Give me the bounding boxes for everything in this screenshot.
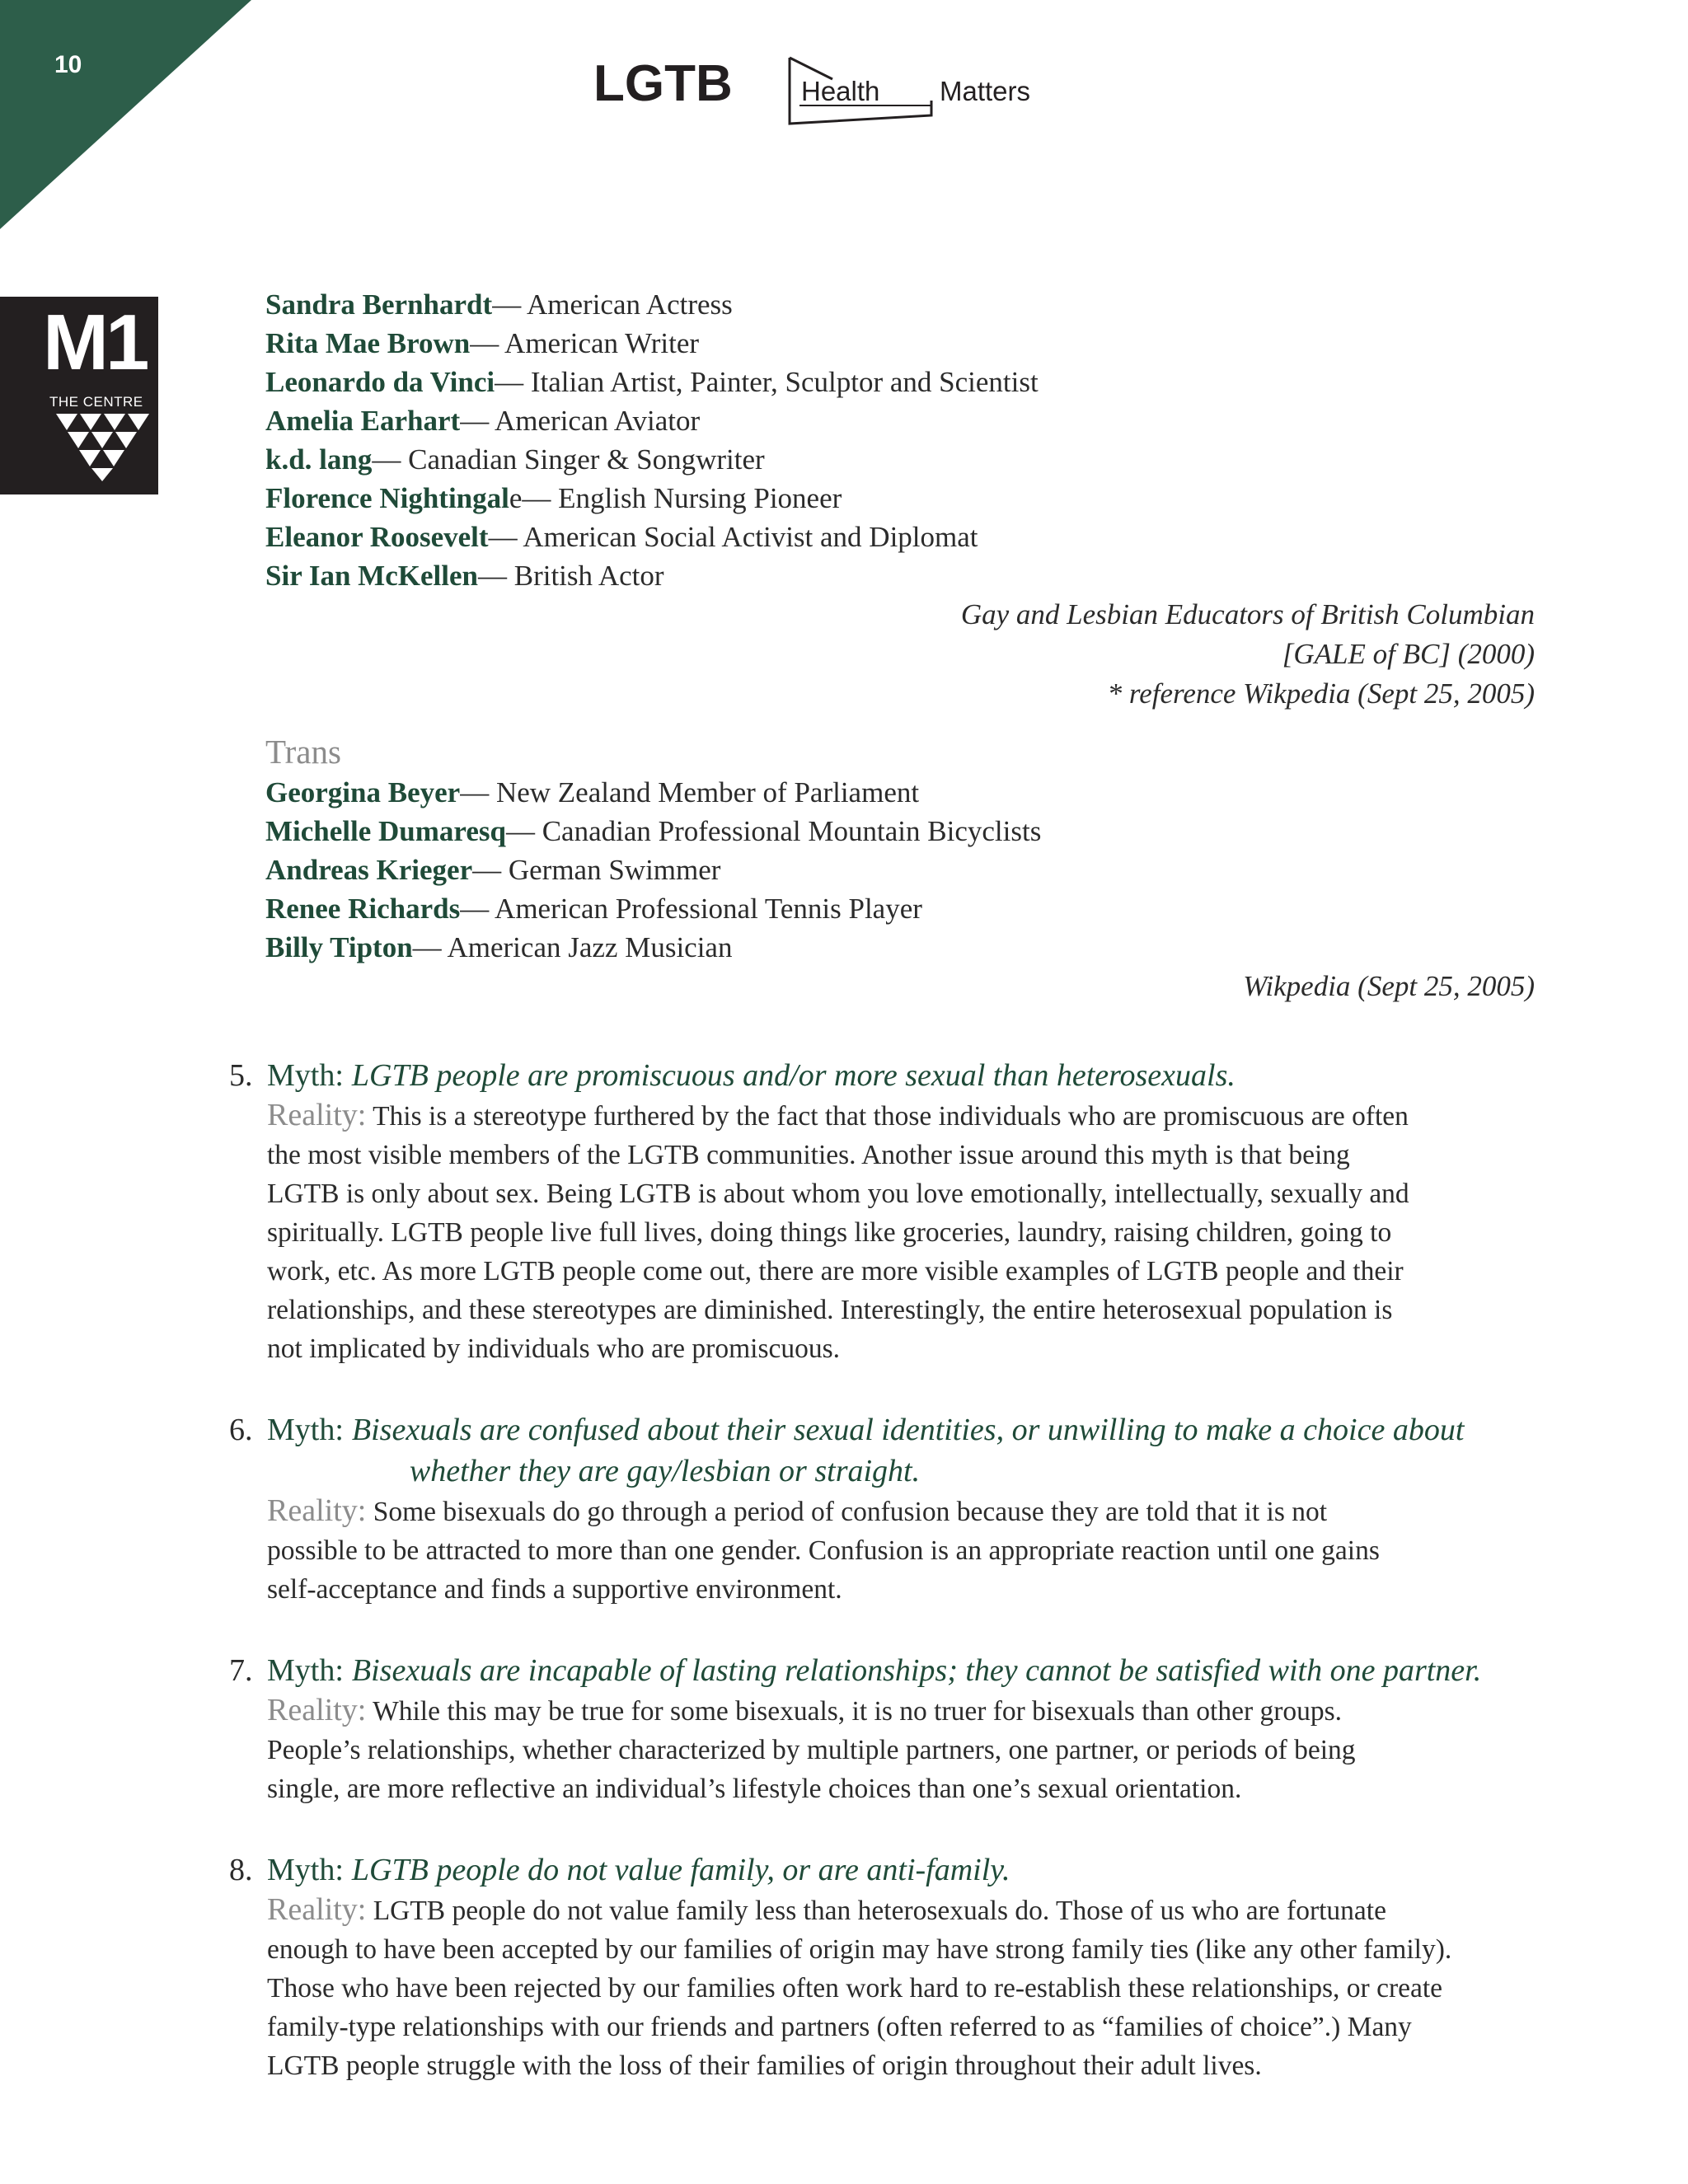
reality-line-text: While this may be true for some bisexuals, it is no truer for bisexuals than other groups. [373, 1696, 1343, 1727]
reality-text [267, 1492, 1540, 1609]
person-description: — American Professional Tennis Player [460, 893, 922, 925]
reality-line-text: enough to have been accepted by our families of origin may have strong family ties (like any other family). [267, 1934, 1452, 1965]
person-description: — Canadian Professional Mountain Bicyclists [505, 815, 1042, 847]
centre-label: THE CENTRE [49, 394, 143, 410]
person-description: — American Jazz Musician [412, 931, 733, 963]
reality-line [267, 1174, 1540, 1213]
myth-statement-wrap [352, 1055, 1236, 1096]
person-row [265, 851, 1535, 889]
person-row [265, 363, 1535, 401]
reality-line [267, 1252, 1540, 1291]
myth-number: 8. [229, 1853, 253, 1887]
reality-line [267, 2046, 1540, 2085]
myth-statement: Bisexuals are confused about their sexual identities, or unwilling to make a choice about [351, 1413, 1465, 1447]
myth-label: Myth: [267, 1853, 344, 1887]
myth-item [229, 1055, 1540, 1368]
myth-item [229, 1650, 1540, 1808]
reality-line-text: self-acceptance and finds a supportive environment. [267, 1574, 842, 1605]
myth-number: 7. [229, 1653, 253, 1688]
reality-line [267, 1969, 1540, 2008]
people-list [265, 285, 1535, 595]
reality-line-text: relationships, and these stereotypes are diminished. Interestingly, the entire heterosexual population is [267, 1295, 1393, 1325]
corner-triangle [0, 0, 251, 229]
person-description: — American Aviator [460, 405, 701, 437]
reality-line [267, 1531, 1540, 1570]
reality-line [267, 1136, 1540, 1174]
reality-line-text: possible to be attracted to more than one gender. Confusion is an appropriate reaction until one gains [267, 1535, 1380, 1566]
masthead-health: Health [801, 76, 880, 106]
myth-statement-wrap [352, 1409, 1540, 1492]
person-description: e— English Nursing Pioneer [509, 482, 842, 514]
reality-line [267, 1691, 1540, 1731]
reality-line [267, 1930, 1540, 1969]
person-row [265, 556, 1535, 595]
person-name: Amelia Earhart [265, 405, 461, 437]
notable-people-section [265, 285, 1535, 1006]
myth-item [229, 1849, 1540, 2085]
person-name: Michelle Dumaresq [265, 815, 506, 847]
reality-line [267, 1570, 1540, 1609]
person-description: — German Swimmer [472, 854, 721, 886]
attribution-line: [GALE of BC] (2000) [1282, 638, 1535, 670]
reality-label: Reality: [267, 1098, 367, 1132]
person-name: Andreas Krieger [265, 854, 473, 886]
person-description: — American Social Activist and Diplomat [488, 521, 978, 553]
myth-statement-wrap [352, 1849, 1010, 1891]
reality-line-text: LGTB people struggle with the loss of their families of origin throughout their adult lives. [267, 2050, 1262, 2081]
reality-text [267, 1691, 1540, 1808]
reality-line [267, 1731, 1540, 1769]
module-code: M1 [43, 298, 147, 387]
myth-heading [229, 1650, 1540, 1691]
person-name: k.d. lang [265, 443, 373, 476]
reality-line-text: People’s relationships, whether characterized by multiple partners, one partner, or periods of being [267, 1735, 1356, 1765]
reality-line [267, 1492, 1540, 1531]
myth-label: Myth: [267, 1058, 344, 1093]
myth-label: Myth: [267, 1653, 344, 1688]
module-badge [0, 297, 158, 494]
myth-heading [229, 1409, 1540, 1492]
attribution-line: * reference Wikpedia (Sept 25, 2005) [1107, 677, 1535, 710]
reality-label: Reality: [267, 1693, 367, 1727]
person-name: Georgina Beyer [265, 776, 461, 808]
masthead-logo [593, 49, 1104, 132]
reality-label: Reality: [267, 1493, 367, 1528]
myth-heading [229, 1055, 1540, 1096]
trans-people-list [265, 773, 1535, 967]
trans-attribution: Wikpedia (Sept 25, 2005) [1243, 970, 1535, 1002]
person-description: — Canadian Singer & Songwriter [372, 443, 765, 476]
reality-text [267, 1891, 1540, 2085]
reality-label: Reality: [267, 1892, 367, 1927]
person-row [265, 324, 1535, 363]
reality-line-text: work, etc. As more LGTB people come out, there are more visible examples of LGTB people and their [267, 1256, 1404, 1286]
person-description: — American Actress [492, 288, 733, 321]
myth-statement: LGTB people do not value family, or are anti-family. [351, 1853, 1010, 1887]
person-description: — British Actor [477, 560, 664, 592]
page-number: 10 [54, 51, 82, 78]
person-name: Sir Ian McKellen [265, 560, 478, 592]
person-description: — American Writer [470, 327, 700, 359]
person-description: — Italian Artist, Painter, Sculptor and Scientist [495, 366, 1039, 398]
trans-heading: Trans [265, 733, 341, 771]
myth-item [229, 1409, 1540, 1609]
reality-line-text: This is a stereotype furthered by the fact that those individuals who are promiscuous are often [373, 1101, 1409, 1132]
person-name: Billy Tipton [265, 931, 413, 963]
person-row [265, 889, 1535, 928]
reality-line [267, 2008, 1540, 2046]
person-name: Eleanor Roosevelt [265, 521, 489, 553]
reality-line-text: single, are more reflective an individual’s lifestyle choices than one’s sexual orientation. [267, 1774, 1242, 1804]
reality-line-text: family-type relationships with our friends and partners (often referred to as “families of choice”.) Many [267, 2012, 1412, 2042]
centre-logo-icon [54, 412, 152, 481]
reality-line-text: LGTB is only about sex. Being LGTB is about whom you love emotionally, intellectually, sexually and [267, 1179, 1409, 1209]
person-row [265, 928, 1535, 967]
reality-line-text: not implicated by individuals who are promiscuous. [267, 1333, 841, 1364]
masthead-matters: Matters [940, 76, 1031, 106]
myth-statement: Bisexuals are incapable of lasting relationships; they cannot be satisfied with one partner. [351, 1653, 1482, 1688]
person-row [265, 285, 1535, 324]
attribution-line: Gay and Lesbian Educators of British Columbian [960, 598, 1535, 630]
reality-line [267, 1329, 1540, 1368]
reality-line [267, 1769, 1540, 1808]
myth-number: 6. [229, 1413, 253, 1447]
reality-line [267, 1096, 1540, 1136]
reality-line [267, 1291, 1540, 1329]
person-row [265, 401, 1535, 440]
myth-number: 5. [229, 1058, 253, 1093]
myth-heading [229, 1849, 1540, 1891]
myth-label: Myth: [267, 1413, 344, 1447]
reality-line-text: the most visible members of the LGTB communities. Another issue around this myth is that being [267, 1140, 1350, 1170]
person-name: Rita Mae Brown [265, 327, 471, 359]
reality-line-text: LGTB people do not value family less than heterosexuals do. Those of us who are fortunate [373, 1896, 1386, 1926]
attribution-block [265, 595, 1535, 714]
person-name: Leonardo da Vinci [265, 366, 495, 398]
person-description: — New Zealand Member of Parliament [460, 776, 920, 808]
reality-line-text: Those who have been rejected by our families often work hard to re-establish these relationships, or create [267, 1973, 1443, 2004]
myth-statement-cont: whether they are gay/lesbian or straight. [409, 1454, 921, 1488]
reality-line [267, 1891, 1540, 1930]
person-row [265, 773, 1535, 812]
person-row [265, 440, 1535, 479]
myth-statement: LGTB people are promiscuous and/or more sexual than heterosexuals. [351, 1058, 1236, 1093]
myths-section [229, 1055, 1540, 2126]
reality-line [267, 1213, 1540, 1252]
person-name: Renee Richards [265, 893, 461, 925]
person-row [265, 518, 1535, 556]
myth-statement-wrap [352, 1650, 1481, 1691]
reality-text [267, 1096, 1540, 1368]
person-name: Sandra Bernhardt [265, 288, 493, 321]
masthead-brand: LGTB [593, 55, 733, 112]
person-row [265, 479, 1535, 518]
person-row [265, 812, 1535, 851]
reality-line-text: spiritually. LGTB people live full lives, doing things like groceries, laundry, raising children, going to [267, 1217, 1392, 1248]
person-name: Florence Nightingal [265, 482, 509, 514]
reality-line-text: Some bisexuals do go through a period of confusion because they are told that it is not [373, 1497, 1328, 1527]
